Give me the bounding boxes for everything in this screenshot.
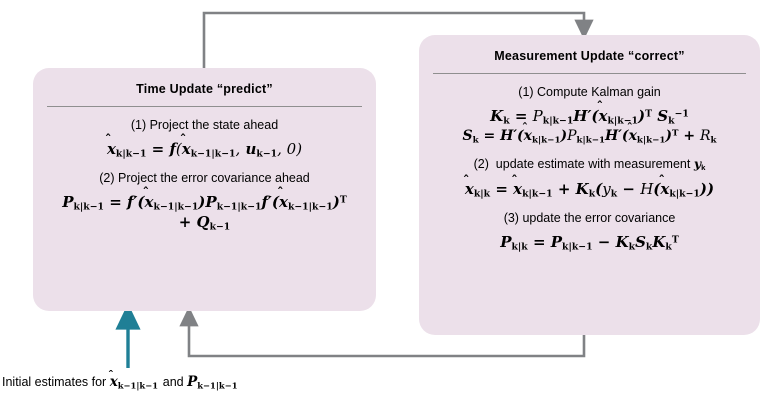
time-update-step1-equation: x $_{k|k-1}$ = f(x $_{k-1|k-1}$, $u_{k-1}$, 0)	[106, 140, 303, 160]
initial-estimates-label	[2, 374, 238, 390]
time-update-step2-equation-line2: + $Q_{k-1}$	[178, 213, 231, 233]
initial-estimates-conjunction: and	[162, 375, 184, 389]
initial-estimate-covariance: $P_{k-1|k-1}$	[187, 374, 238, 391]
measurement-update-divider	[433, 73, 746, 74]
measurement-update-step1-label: (1) Compute Kalman gain	[518, 85, 661, 99]
time-update-step2-label: (2) Project the error covariance ahead	[99, 170, 310, 185]
initial-estimates-text: Initial estimates for	[2, 375, 107, 389]
time-update-divider	[47, 106, 362, 107]
time-update-box	[33, 68, 376, 311]
time-update-step2-equation-line1: $P_{k|k-1} = f'(x$ $_{k-1|k-1})P_{k-1|k-1}f'(x$ $_{k-1|k-1}$)$^T$	[62, 192, 347, 213]
measurement-update-step2-equation: x $_{k|k}$ = x $_{k|k-1} + K_k(y_k - H(x$ $_{k|k-1}$))	[464, 180, 715, 200]
measurement-update-step1-equation-line1: $K_k = P_{k|k-1}H'(x$ $_{k|k-1}$)$^T$ $S_k^{-1}$	[490, 107, 689, 127]
measurement-update-title: Measurement Update “correct”	[494, 49, 685, 63]
measurement-update-step3-equation: $P_{k|k} = P_{k|k-1} - K_kS_kK_k^T$	[500, 232, 679, 253]
measurement-update-step1-equation-line2: $S_k = H'(x$ $_{k|k-1})P_{k|k-1}H'(x$ $_{k|k-1})^T + R_k$	[462, 127, 717, 146]
time-update-step1-label: (1) Project the state ahead	[130, 118, 279, 132]
initial-estimate-state: x $_{k-1|k-1}$	[109, 374, 159, 391]
measurement-update-box	[419, 35, 760, 335]
measurement-update-step3-label: (3) update the error covariance	[503, 210, 676, 225]
time-update-title: Time Update “predict”	[136, 82, 273, 96]
measurement-update-step2-label: (2) update estimate with measurement $y_k$	[473, 156, 706, 173]
